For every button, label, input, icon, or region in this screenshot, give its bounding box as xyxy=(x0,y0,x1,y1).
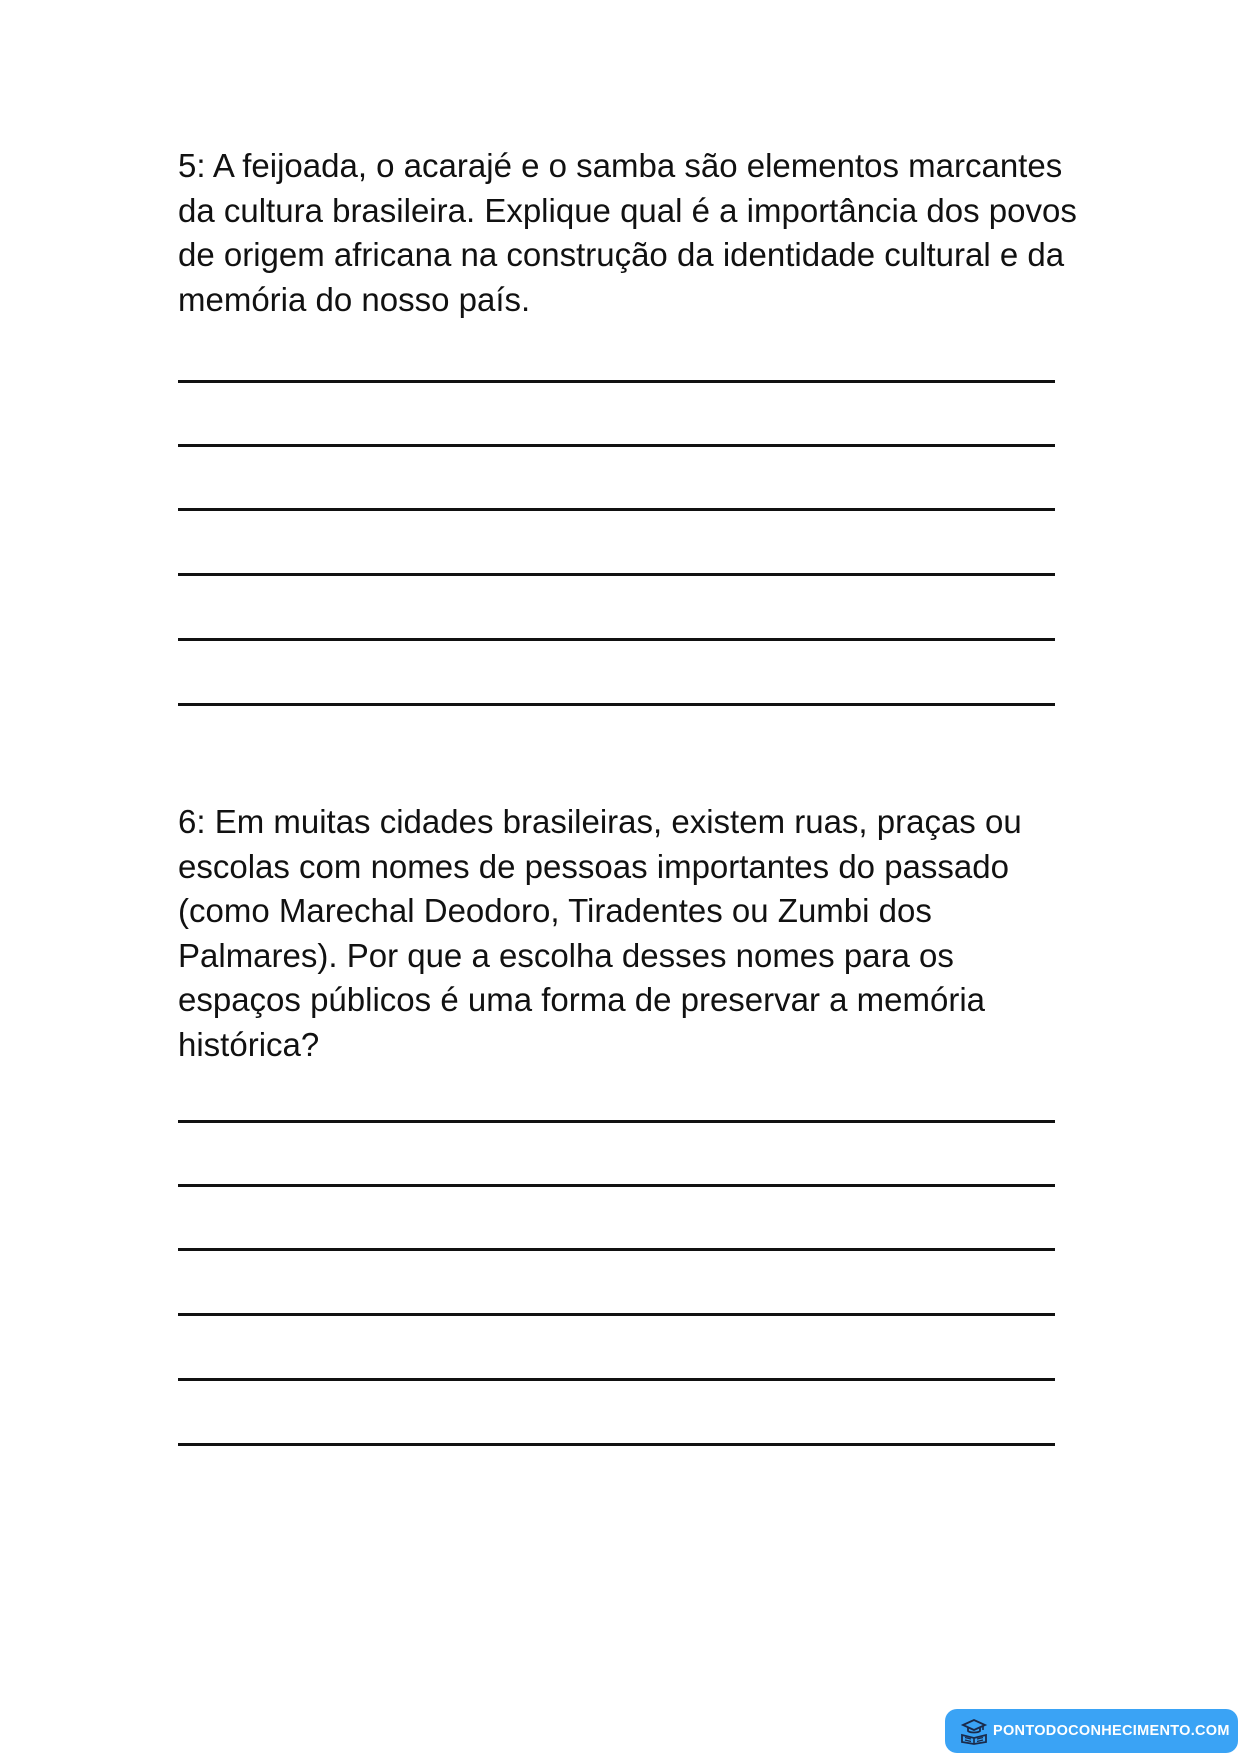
question-6-text: 6: Em muitas cidades brasileiras, existem ruas, praças ou escolas com nomes de pessoas importantes do passado (como Marechal Deodoro, Tiradentes ou Zumbi dos Palmares). Por que a escolha desses nomes para os espaços públicos é uma forma de preservar a memória histórica? xyxy=(178,803,1022,1063)
answer-line[interactable] xyxy=(178,573,1055,576)
answer-line[interactable] xyxy=(178,1184,1055,1187)
site-badge[interactable] xyxy=(945,1709,1238,1753)
answer-line[interactable] xyxy=(178,1248,1055,1251)
answer-line[interactable] xyxy=(178,1378,1055,1381)
answer-line[interactable] xyxy=(178,703,1055,706)
answer-line[interactable] xyxy=(178,444,1055,447)
answer-line[interactable] xyxy=(178,1443,1055,1446)
answer-line[interactable] xyxy=(178,638,1055,641)
graduation-book-icon xyxy=(959,1716,989,1746)
site-url: PONTODOCONHECIMENTO.COM xyxy=(993,1723,1230,1739)
answer-line[interactable] xyxy=(178,1313,1055,1316)
answer-line[interactable] xyxy=(178,380,1055,383)
question-5-text: 5: A feijoada, o acarajé e o samba são elementos marcantes da cultura brasileira. Explique qual é a importância dos povos de origem africana na construção da identidade cultural e da memória do nosso país. xyxy=(178,147,1077,318)
answer-line[interactable] xyxy=(178,1120,1055,1123)
answer-line[interactable] xyxy=(178,508,1055,511)
